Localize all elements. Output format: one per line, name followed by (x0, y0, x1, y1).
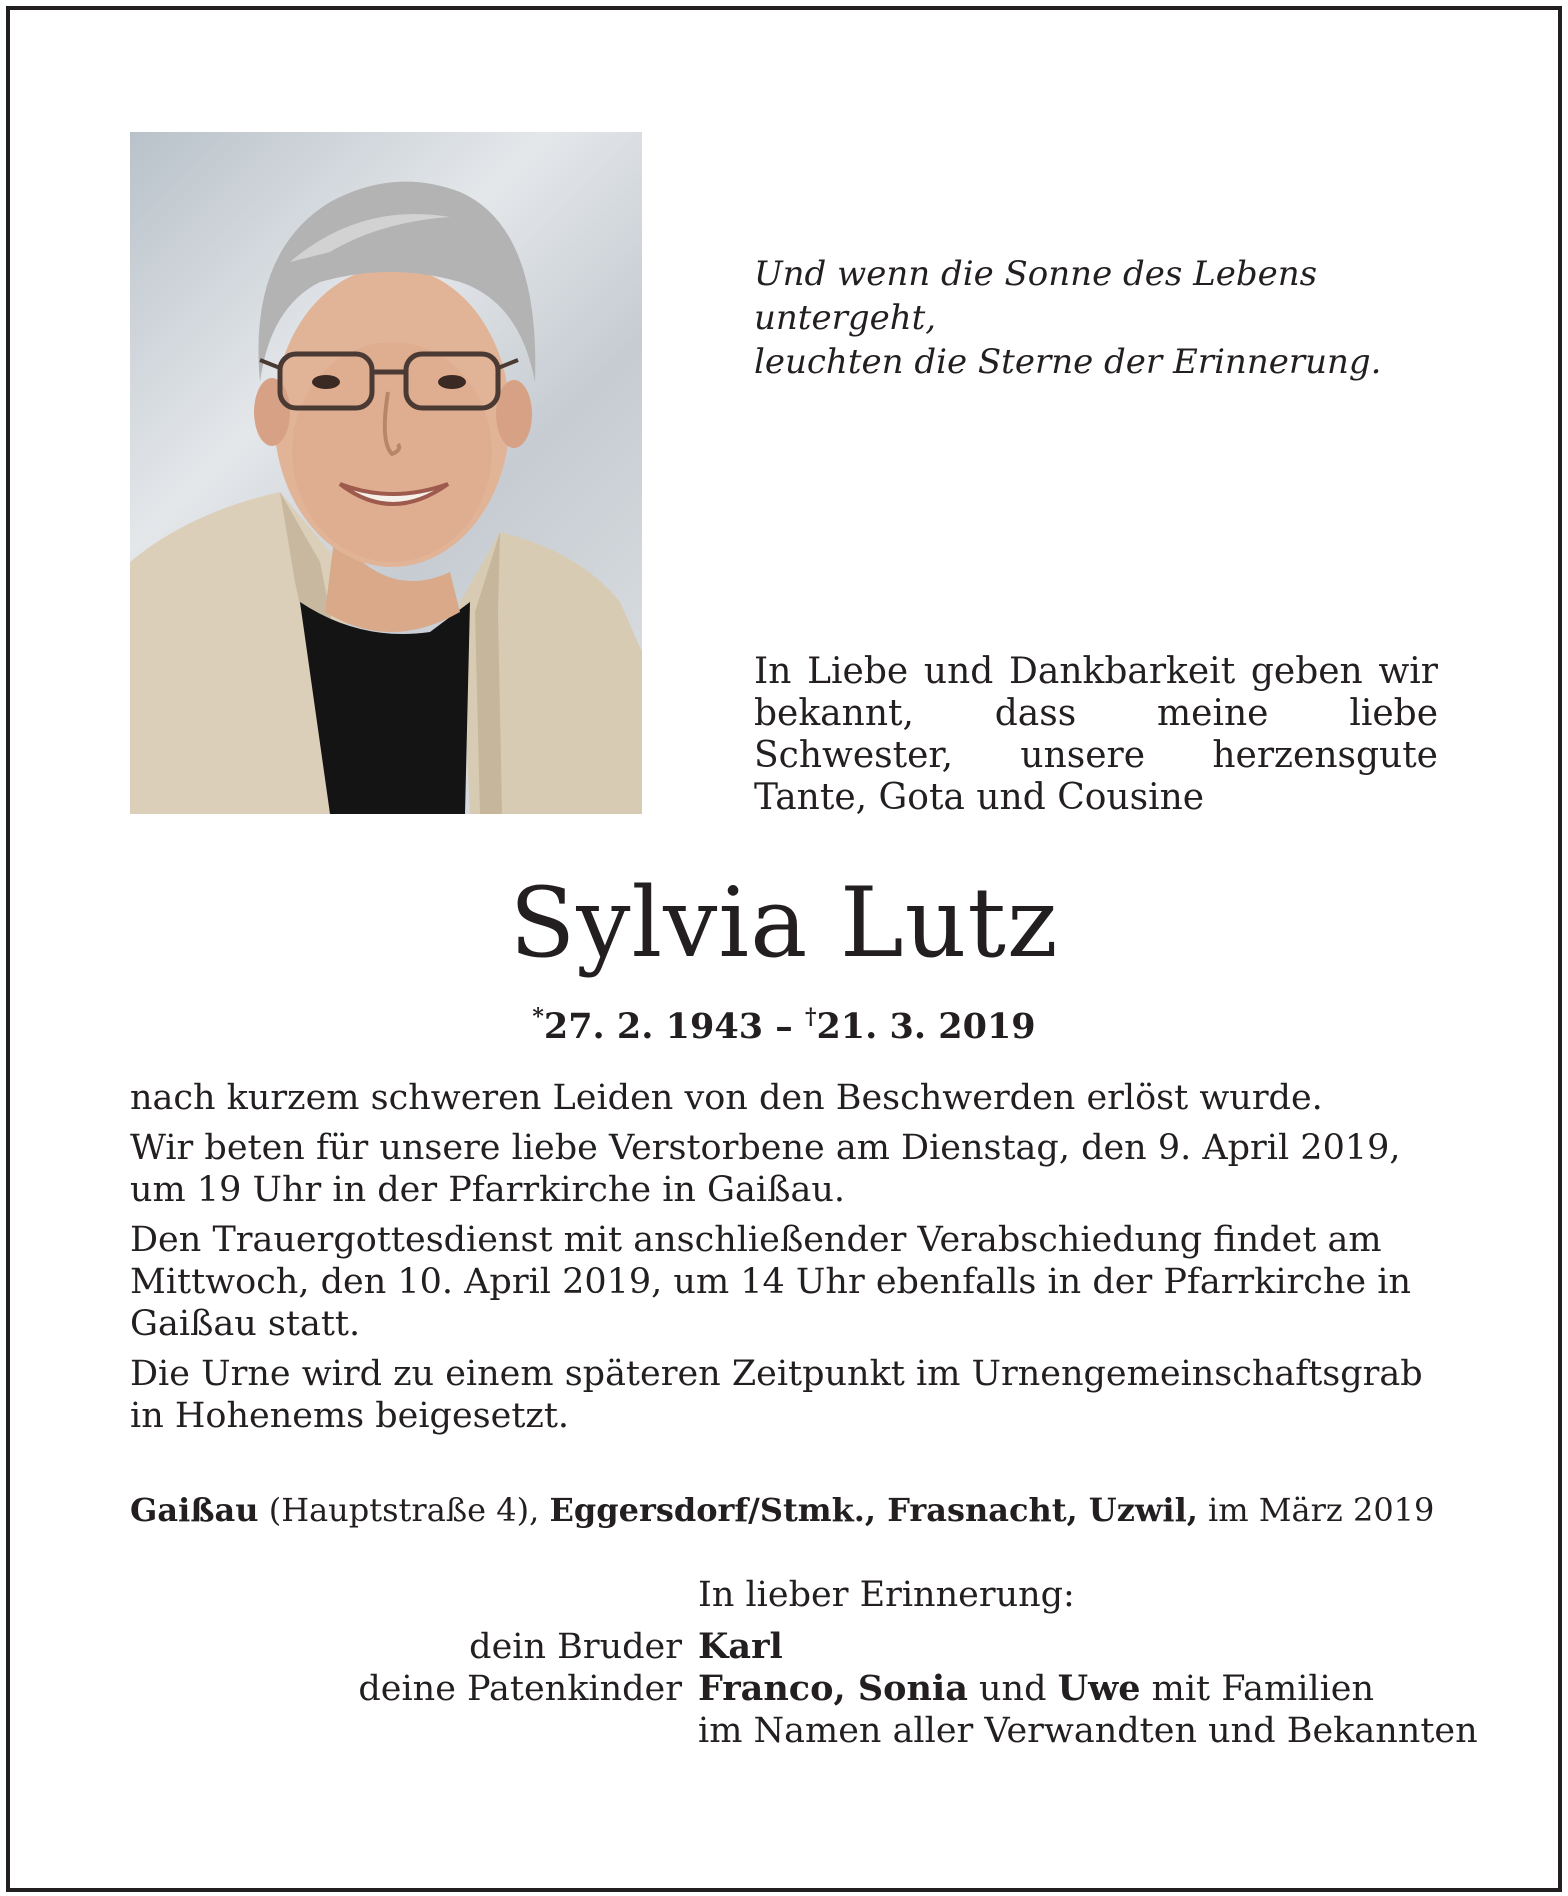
month-year: im März 2019 (1197, 1491, 1435, 1529)
and-word: und (967, 1669, 1058, 1709)
death-date: 21. 3. 2019 (816, 1006, 1036, 1047)
signature-closing (0, 1710, 1568, 1752)
godchildren-label: deine Patenkinder (358, 1669, 682, 1709)
body-paragraph: Wir beten für unsere liebe Verstorbene am Dienstag, den 9. April 2019, um 19 Uhr in der Pfarrkirche in Gaißau. (130, 1128, 1401, 1210)
signature-godchildren (0, 1668, 1568, 1710)
portrait-photo (130, 132, 642, 814)
birth-symbol: * (532, 1004, 544, 1030)
deceased-name: Sylvia Lutz (509, 867, 1059, 979)
places-line (130, 1488, 1450, 1532)
body-paragraph: Den Trauergottesdienst mit anschließender Verabschiedung findet am Mittwoch, den 10. April 2019, um 14 Uhr ebenfalls in der Pfarrkirche in Gaißau statt. (130, 1220, 1412, 1344)
godchild-names: Franco, Sonia (698, 1668, 968, 1709)
godchild-uwe: Uwe (1057, 1668, 1141, 1709)
obituary-body (130, 1077, 1438, 1445)
address: (Hauptstraße 4), (258, 1491, 550, 1529)
death-symbol: † (804, 1004, 817, 1030)
place-gaissau: Gaißau (130, 1491, 259, 1529)
portrait-illustration (130, 132, 642, 814)
date-separator: – (763, 1006, 805, 1047)
signature-brother (0, 1626, 1568, 1668)
quote-line-2: leuchten die Sterne der Erinnerung. (754, 342, 1382, 382)
body-paragraph: nach kurzem schweren Leiden von den Beschwerden erlöst wurde. (130, 1078, 1323, 1118)
with-families: mit Familien (1140, 1669, 1375, 1709)
closing-line: im Namen aller Verwandten und Bekannten (698, 1711, 1478, 1751)
brother-label: dein Bruder (469, 1627, 682, 1667)
announcement-text: In Liebe und Dankbarkeit geben wir bekannt, dass meine liebe Schwester, unsere herzensgute Tante, Gota und Cousine (754, 651, 1438, 818)
brother-name: Karl (698, 1626, 783, 1667)
life-dates (0, 992, 1568, 1052)
memorial-quote (754, 252, 1454, 384)
memory-heading: In lieber Erinnerung: (698, 1575, 1075, 1615)
quote-line-1: Und wenn die Sonne des Lebens untergeht, (754, 254, 1318, 338)
body-paragraph: Die Urne wird zu einem späteren Zeitpunkt im Urnengemeinschaftsgrab in Hohenems beigesetzt. (130, 1354, 1423, 1436)
birth-date: 27. 2. 1943 (543, 1006, 764, 1047)
other-places: Eggersdorf/Stmk., Frasnacht, Uzwil, (549, 1491, 1198, 1529)
